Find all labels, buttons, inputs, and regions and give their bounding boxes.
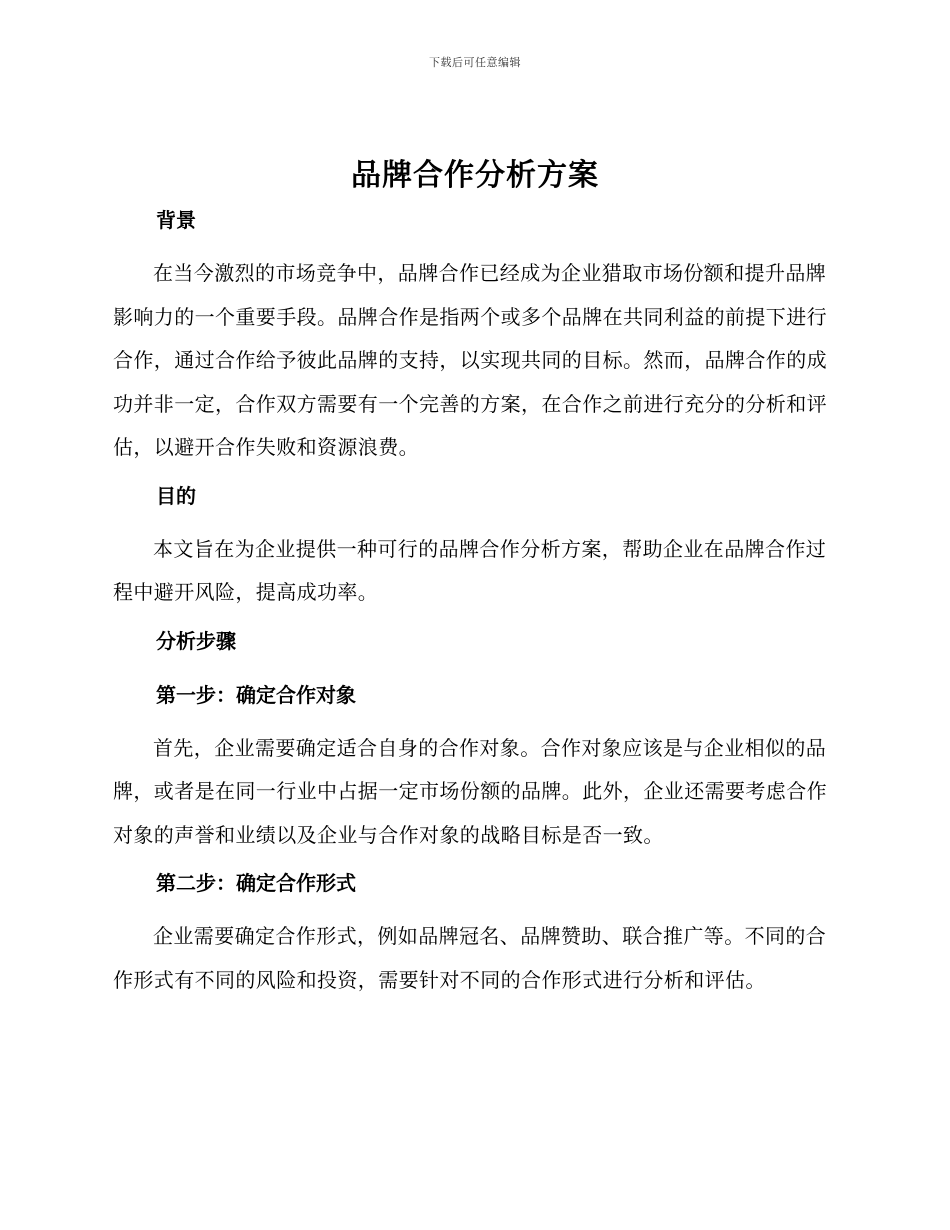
paragraph-background: 在当今激烈的市场竞争中，品牌合作已经成为企业猎取市场份额和提升品牌影响力的一个重要手段。品牌合作是指两个或多个品牌在共同利益的前提下进行合作，通过合作给予彼此品牌的支持，以实现共同的目标。然而，品牌合作的成功并非一定，合作双方需要有一个完善的方案，在合作之前进行充分的分析和评估，以避开合作失败和资源浪费。 [113,261,827,459]
step2-heading: 第二步：确定合作形式 [156,871,356,895]
step1-heading: 第一步：确定合作对象 [156,682,356,707]
paragraph-step1: 首先，企业需要确定适合自身的合作对象。合作对象应该是与企业相似的品牌，或者是在同一行业中占据一定市场份额的品牌。此外，企业还需要考虑合作对象的声誉和业绩以及企业与合作对象的战略目标是否一致。 [113,735,827,847]
section-heading-background: 背景 [156,208,196,232]
section-heading-steps: 分析步骤 [156,628,236,653]
paragraph-step2: 企业需要确定合作形式，例如品牌冠名、品牌赞助、联合推广等。不同的合作形式有不同的风险和投资，需要针对不同的合作形式进行分析和评估。 [113,924,827,992]
paragraph-purpose: 本文旨在为企业提供一种可行的品牌合作分析方案，帮助企业在品牌合作过程中避开风险，提高成功率。 [113,536,827,604]
section-heading-purpose: 目的 [156,483,196,508]
document-body [113,198,831,1002]
header-note: 下载后可任意编辑 [429,56,521,69]
document-title: 品牌合作分析方案 [351,158,599,193]
